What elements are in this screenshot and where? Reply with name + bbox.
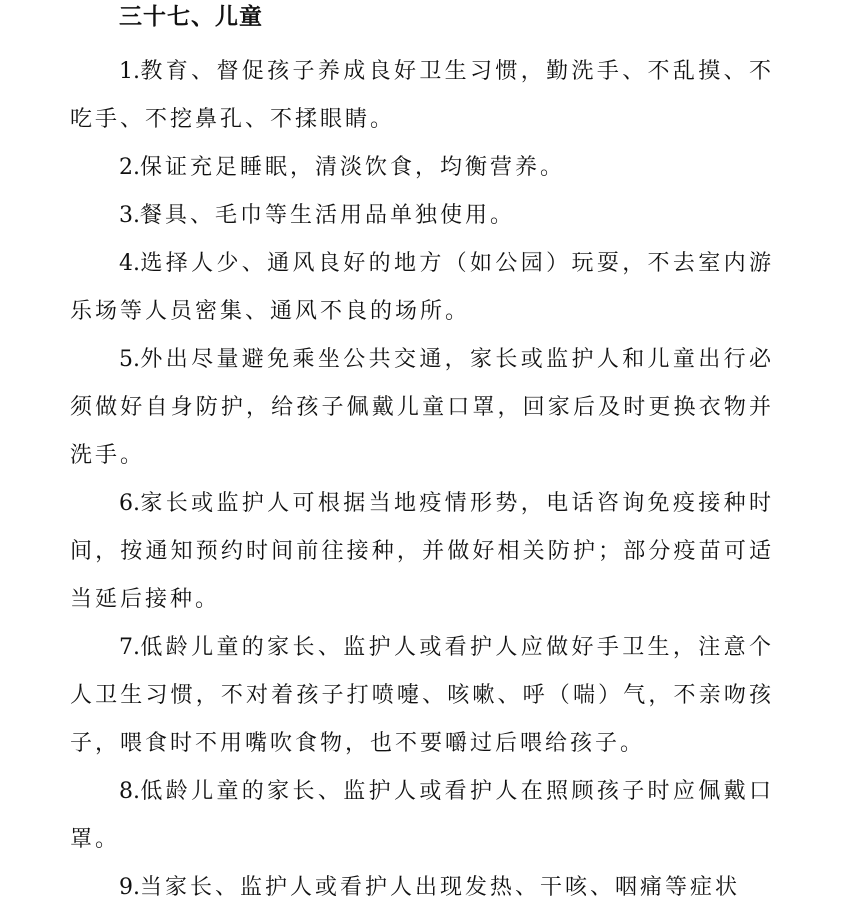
item-text: 低龄儿童的家长、监护人或看护人应做好手卫生，注意个人卫生习惯，不对着孩子打喷嚏、咳嗽、呼（喘）气，不亲吻孩子，喂食时不用嘴吹食物，也不要嚼过后喂给孩子。 xyxy=(70,635,774,756)
item-number: 2. xyxy=(119,155,140,180)
list-item-1 xyxy=(70,48,774,144)
list-item-5 xyxy=(70,336,774,480)
list-item-3 xyxy=(70,192,774,240)
item-text: 低龄儿童的家长、监护人或看护人在照顾孩子时应佩戴口罩。 xyxy=(70,779,774,852)
item-text: 教育、督促孩子养成良好卫生习惯，勤洗手、不乱摸、不吃手、不挖鼻孔、不揉眼睛。 xyxy=(70,59,774,132)
list-item-6 xyxy=(70,480,774,624)
list-item-2 xyxy=(70,144,774,192)
item-number: 6. xyxy=(119,491,140,516)
item-text: 餐具、毛巾等生活用品单独使用。 xyxy=(140,203,516,228)
item-number: 4. xyxy=(119,251,140,276)
item-number: 5. xyxy=(119,347,140,372)
item-number: 8. xyxy=(119,779,140,804)
list-item-4 xyxy=(70,240,774,336)
item-text: 家长或监护人可根据当地疫情形势，电话咨询免疫接种时间，按通知预约时间前往接种，并做好相关防护；部分疫苗可适当延后接种。 xyxy=(70,491,774,612)
list-item-8 xyxy=(70,768,774,864)
item-text: 外出尽量避免乘坐公共交通，家长或监护人和儿童出行必须做好自身防护，给孩子佩戴儿童口罩，回家后及时更换衣物并洗手。 xyxy=(70,347,774,468)
item-number: 7. xyxy=(119,635,140,660)
item-text: 保证充足睡眠，清淡饮食，均衡营养。 xyxy=(140,155,566,180)
list-item-9 xyxy=(70,864,774,912)
item-number: 1. xyxy=(119,59,140,84)
item-text: 当家长、监护人或看护人出现发热、干咳、咽痛等症状 xyxy=(140,875,741,900)
item-number: 9. xyxy=(119,875,140,900)
item-text: 选择人少、通风良好的地方（如公园）玩耍，不去室内游乐场等人员密集、通风不良的场所。 xyxy=(70,251,774,324)
item-number: 3. xyxy=(119,203,140,228)
list-item-7 xyxy=(70,624,774,768)
section-title: 三十七、儿童 xyxy=(119,4,263,30)
